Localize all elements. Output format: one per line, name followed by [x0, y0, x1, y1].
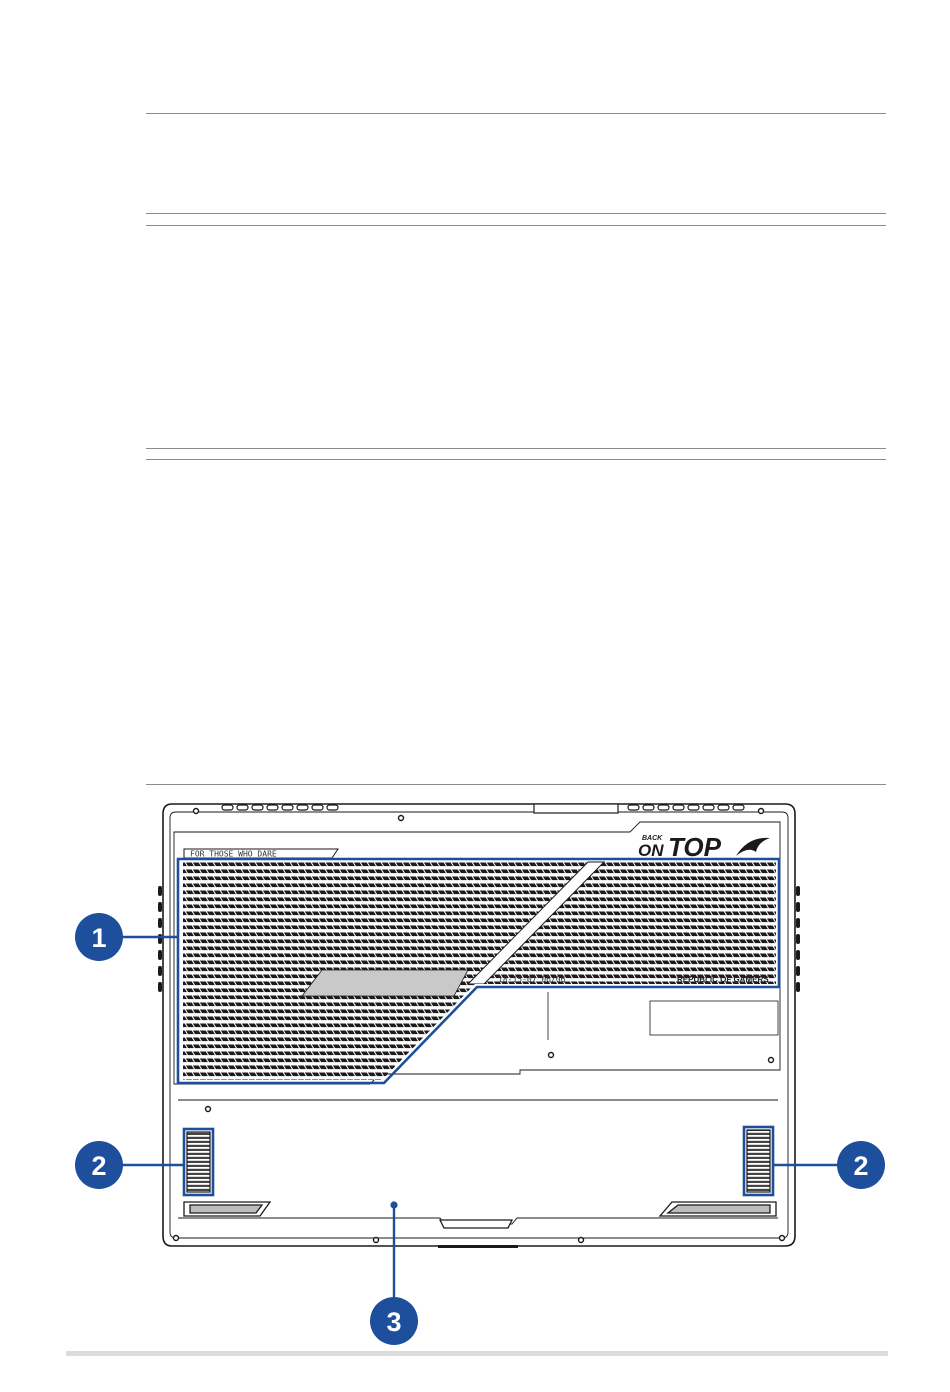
logo-on-text: ON: [638, 841, 664, 860]
callout-1: [75, 913, 123, 961]
tagline-text: FOR THOSE WHO DARE: [190, 849, 277, 859]
speaker-grilles: [187, 1130, 770, 1192]
callout-2-right: [837, 1141, 885, 1189]
logo-top-text: TOP: [668, 832, 721, 862]
horizontal-rule-2: [146, 213, 886, 214]
horizontal-rule-1: [146, 113, 886, 114]
laptop-bottom-diagram: [0, 795, 950, 1355]
horizontal-rule-4: [146, 448, 886, 449]
horizontal-rule-6: [146, 784, 886, 785]
horizontal-rule-3: [146, 225, 886, 226]
engraved-serial: [498, 975, 566, 984]
callout-2-right-number: 2: [853, 1151, 869, 1181]
serial-text: 18-15-07 06/06: [498, 975, 566, 984]
brand-text: REPUBLIC OF GAMERS: [677, 975, 769, 984]
air-vent-grille: [183, 862, 778, 1080]
rubber-feet: [184, 1202, 776, 1228]
callout-2-left: [75, 1141, 123, 1189]
rog-logo: [638, 832, 770, 862]
callout-2-left-number: 2: [91, 1151, 107, 1181]
callout-3: [370, 1297, 418, 1345]
callout-1-number: 1: [91, 923, 107, 953]
engraved-tagline: [184, 849, 338, 859]
logo-small-text: BACK: [642, 835, 663, 842]
callout-3-number: 3: [386, 1307, 402, 1337]
engraved-brand: [677, 975, 769, 984]
rog-eye-icon: [736, 838, 770, 856]
footer-bar: [66, 1351, 888, 1356]
horizontal-rule-5: [146, 459, 886, 460]
